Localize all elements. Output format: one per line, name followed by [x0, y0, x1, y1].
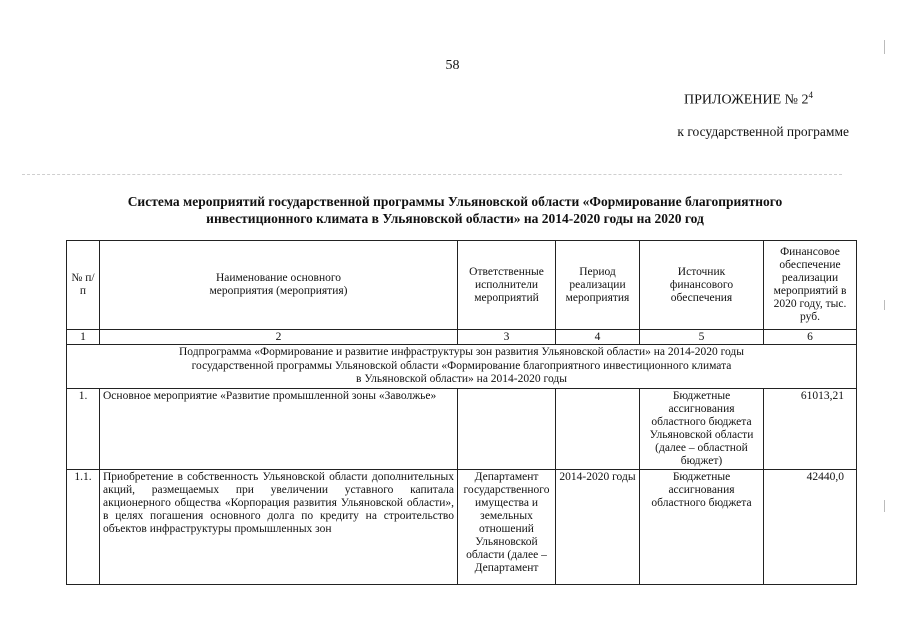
scan-mark: [884, 300, 885, 310]
table-row: [67, 388, 857, 469]
scan-artifact-line: [22, 174, 842, 175]
document-title-line-1: Система мероприятий государственной программы Ульяновской области «Формирование благоприятного: [127, 194, 783, 209]
row-executors: [458, 388, 556, 469]
row-name: Основное мероприятие «Развитие промышленной зоны «Заволжье»: [100, 388, 458, 469]
appendix-text: ПРИЛОЖЕНИЕ № 2: [684, 92, 809, 108]
header-amount: Финансовое обеспечение реализации мероприятий в 2020 году, тыс. руб.: [764, 241, 857, 330]
subprogram-line-3: в Ульяновской области» на 2014-2020 годы: [356, 373, 567, 385]
column-number: 4: [556, 330, 640, 345]
column-number: 5: [640, 330, 764, 345]
column-number: 6: [764, 330, 857, 345]
row-number: 1.: [67, 388, 100, 469]
appendix-label: [684, 90, 813, 109]
row-period: [556, 388, 640, 469]
header-executors: Ответственные исполнители мероприятий: [458, 241, 556, 330]
row-period: 2014-2020 годы: [556, 469, 640, 584]
subprogram-line-2: государственной программы Ульяновской области «Формирование благоприятного инвестиционного климата: [191, 359, 732, 372]
scan-mark: [884, 500, 885, 512]
appendix-superscript: 4: [808, 90, 813, 100]
column-number: 1: [67, 330, 100, 345]
row-amount: 61013,21: [764, 388, 857, 469]
measures-table: [66, 240, 857, 585]
document-title: [70, 193, 840, 227]
row-executors: Департамент государственного имущества и земельных отношений Ульяновской области (далее – Департамент: [458, 469, 556, 584]
row-number: 1.1.: [67, 469, 100, 584]
header-source: Источник финансового обеспечения: [640, 241, 764, 330]
header-number: № п/п: [67, 241, 100, 330]
table-header-row: [67, 241, 857, 330]
subprogram-row: [67, 345, 857, 389]
header-period: Период реализации мероприятия: [556, 241, 640, 330]
row-amount: 42440,0: [764, 469, 857, 584]
scan-mark: [884, 40, 885, 54]
document-title-line-2: инвестиционного климата в Ульяновской области» на 2014-2020 годы на 2020 год: [206, 211, 704, 226]
header-name: Наименование основного мероприятия (мероприятия): [100, 241, 458, 330]
row-name: Приобретение в собственность Ульяновской области дополнительных акций, размещаемых при увеличении уставного капитала акционерного общества «Корпорация развития Ульяновской области», в целях погашения основного долга по кредиту на строительство объектов инфраструктуры промышленных зон: [100, 469, 458, 584]
row-source: Бюджетные ассигнования областного бюджета: [640, 469, 764, 584]
subprogram-title: [67, 345, 857, 389]
page-number: 58: [445, 58, 460, 73]
column-number: 2: [100, 330, 458, 345]
row-source: Бюджетные ассигнования областного бюджета Ульяновской области (далее – областной бюджет): [640, 388, 764, 469]
column-number: 3: [458, 330, 556, 345]
subprogram-line-1: Подпрограмма «Формирование и развитие инфраструктуры зон развития Ульяновской области» на 2014-2020 годы: [178, 346, 745, 358]
column-number-row: [67, 330, 857, 345]
table-row: [67, 469, 857, 584]
program-reference: к государственной программе: [677, 124, 849, 139]
